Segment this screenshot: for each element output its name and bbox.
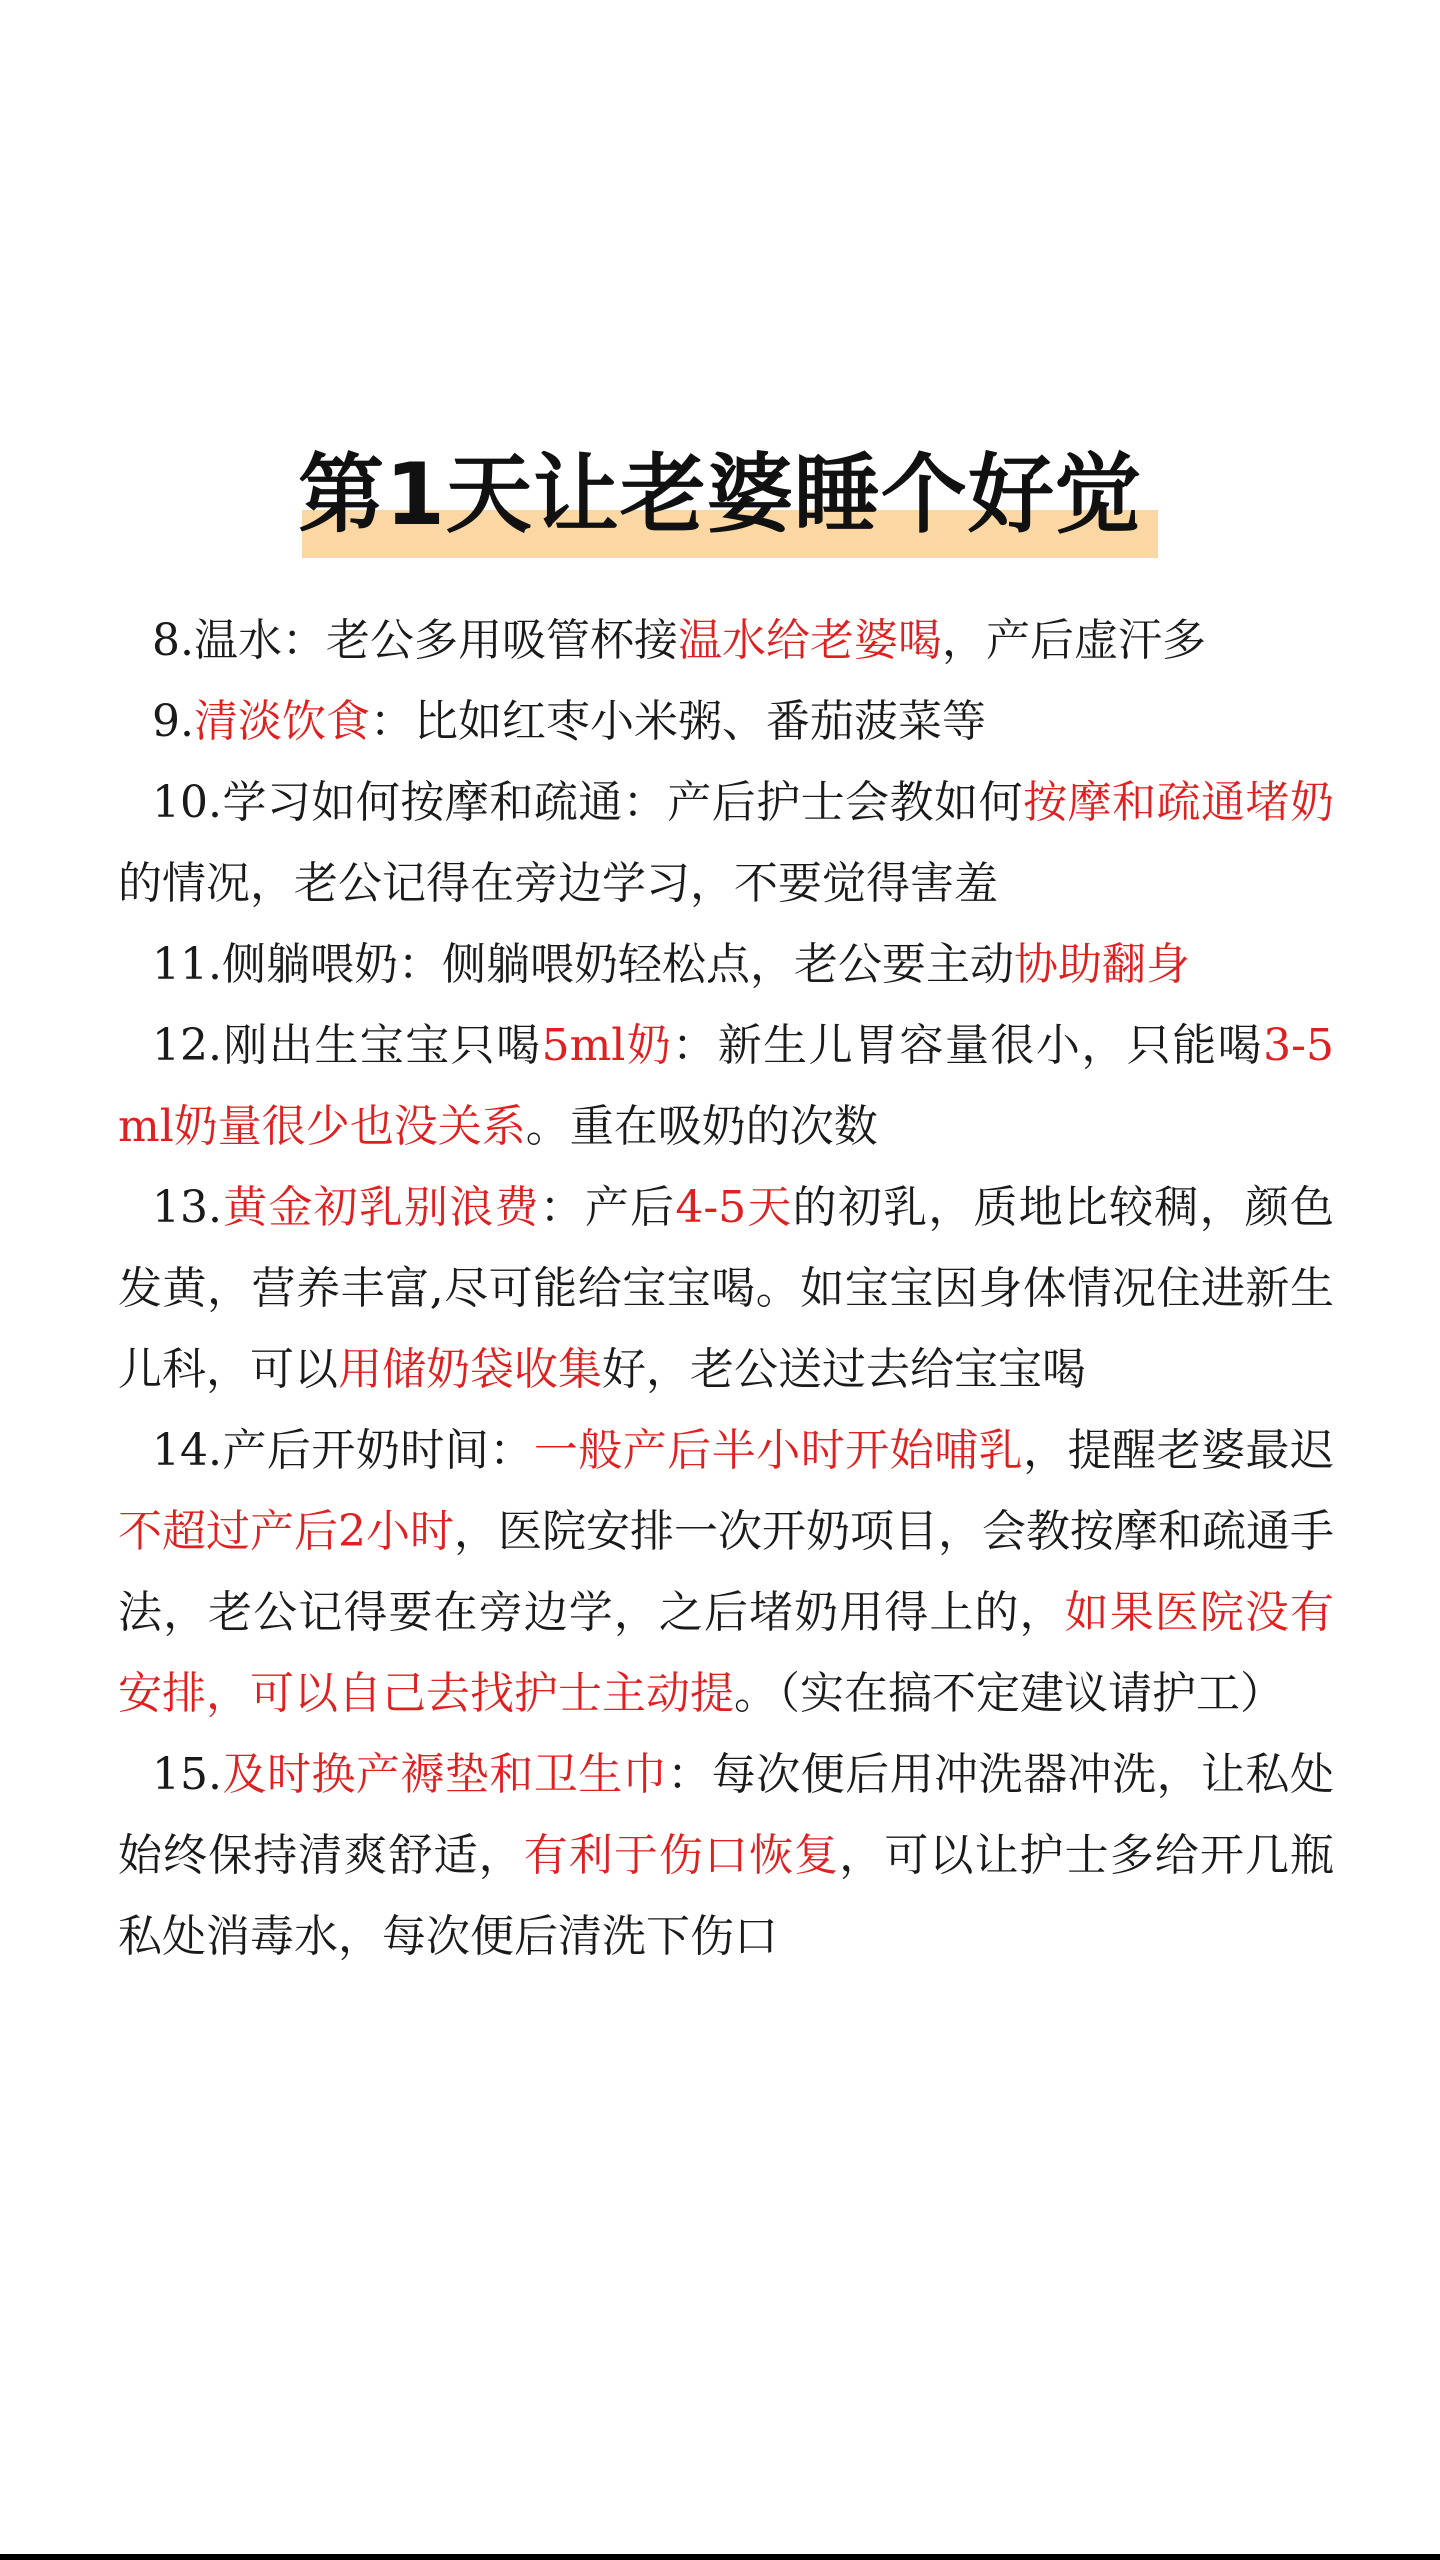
- body-text: 14.产后开奶时间：: [152, 1425, 534, 1476]
- body-text: 12.刚出生宝宝只喝: [152, 1020, 542, 1071]
- body-text: 。（实在搞不定建议请护工）: [734, 1668, 1284, 1719]
- body-text: ，提醒老婆最迟: [1023, 1425, 1335, 1476]
- tip-item-11: [118, 924, 1334, 1005]
- body-text: ，医院安排一次开奶项目，会教按摩和疏通手法，老公记得要在旁边学，之后堵奶用得上的，: [118, 1506, 1334, 1638]
- body-text: 10.学习如何按摩和疏通：产后护士会教如何: [152, 777, 1024, 828]
- highlighted-text: 不超过产后2小时: [118, 1506, 454, 1557]
- tip-item-15: [118, 1734, 1334, 1977]
- body-text: ：每次便后用冲洗器冲洗，让私处始终保持清爽舒适，: [118, 1749, 1335, 1881]
- body-text: ：产后: [539, 1182, 676, 1233]
- highlighted-text: 5ml奶: [541, 1020, 673, 1071]
- highlighted-text: 温水给老婆喝: [677, 615, 942, 666]
- highlighted-text: 及时换产褥垫和卫生巾: [221, 1749, 668, 1800]
- highlighted-text: 4-5天: [675, 1182, 793, 1233]
- body-text: ：新生儿胃容量很小，只能喝: [672, 1020, 1264, 1071]
- highlighted-text: 有利于伤口恢复: [523, 1830, 840, 1881]
- highlighted-text: 黄金初乳别浪费: [221, 1182, 540, 1233]
- body-text: 9.: [152, 696, 194, 747]
- title-block: [0, 440, 1440, 550]
- highlighted-text: 协助翻身: [1013, 939, 1190, 990]
- body-text: 的初乳，质地比较稠，颜色发黄，营养丰富,尽可能给宝宝喝。如宝宝因身体情况住进新生儿科，可以: [118, 1182, 1335, 1395]
- highlighted-text: 用储奶袋收集: [338, 1344, 602, 1395]
- body-text: 8.温水：老公多用吸管杯接: [152, 615, 678, 666]
- page-title-text: 第1天让老婆睡个好觉: [298, 445, 1142, 545]
- body-text: ：比如红枣小米粥、番茄菠菜等: [369, 696, 986, 747]
- highlighted-text: 一般产后半小时开始哺乳: [533, 1425, 1024, 1476]
- tip-item-10: [118, 762, 1334, 924]
- body-text: ，可以让护士多给开几瓶私处消毒水，每次便后清洗下伤口: [118, 1830, 1335, 1962]
- tip-item-13: [118, 1167, 1334, 1410]
- body-text: 好，老公送过去给宝宝喝: [602, 1344, 1086, 1395]
- tip-item-14: [118, 1410, 1334, 1734]
- tip-item-9: [118, 681, 1334, 762]
- body-text: 11.侧躺喂奶：侧躺喂奶轻松点，老公要主动: [152, 939, 1014, 990]
- tips-list: [118, 600, 1334, 1977]
- page-title: [292, 440, 1148, 550]
- tip-item-12: [118, 1005, 1334, 1167]
- tip-item-8: [118, 600, 1334, 681]
- body-text: 13.: [152, 1182, 222, 1233]
- highlighted-text: 按摩和疏通堵奶: [1023, 777, 1334, 828]
- highlighted-text: 清淡饮食: [193, 696, 370, 747]
- body-text: 。重在吸奶的次数: [525, 1101, 878, 1152]
- highlighted-text: 3-5ml奶量很少也没关系: [118, 1020, 1334, 1152]
- bottom-border: [0, 2554, 1440, 2560]
- body-text: 的情况，老公记得在旁边学习，不要觉得害羞: [118, 858, 998, 909]
- body-text: 15.: [152, 1749, 222, 1800]
- body-text: ，产后虚汗多: [941, 615, 1206, 666]
- highlighted-text: 如果医院没有安排，可以自己去找护士主动提: [118, 1587, 1335, 1719]
